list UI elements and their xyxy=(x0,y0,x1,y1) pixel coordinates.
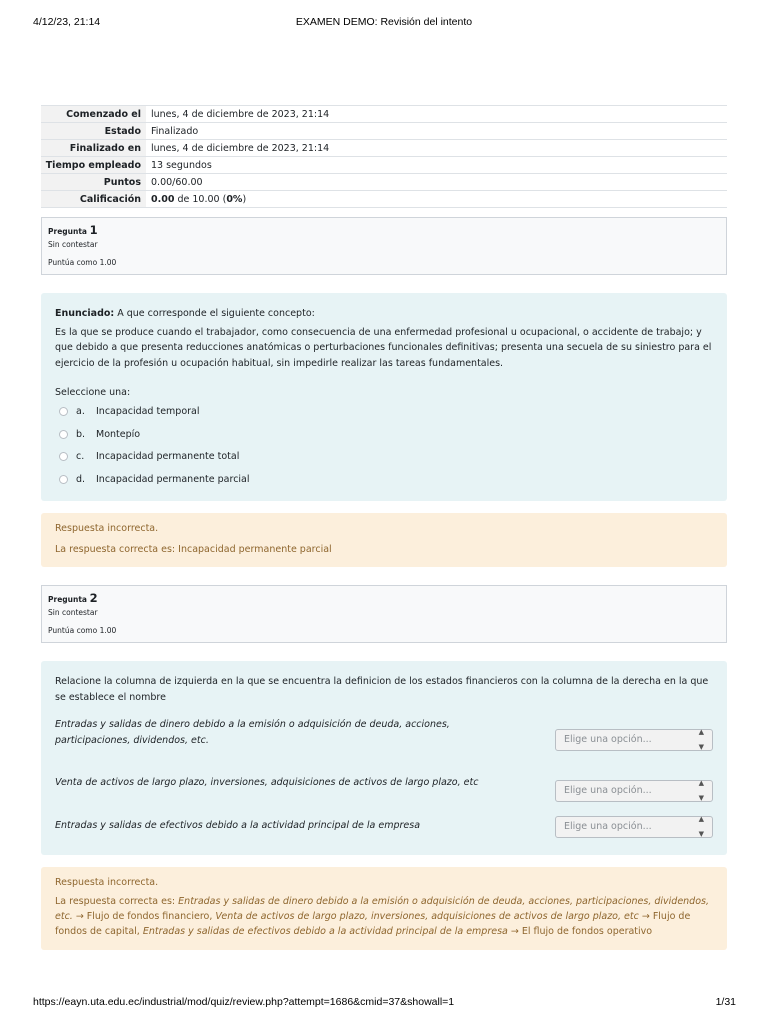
question-1-formulation xyxy=(41,293,727,501)
summary-value: Finalizado xyxy=(151,125,199,137)
answer-option-c[interactable] xyxy=(55,446,713,469)
summary-row xyxy=(41,174,727,191)
match-stem: Entradas y salidas de dinero debido a la emisión o adquisición de deuda, acciones, participaciones, dividendos, etc. xyxy=(55,719,450,746)
option-letter: b. xyxy=(76,428,86,440)
feedback-intro: La respuesta correcta es: xyxy=(55,896,179,907)
feedback-right-answer xyxy=(55,894,713,939)
question-1-info xyxy=(41,217,727,275)
chevron-up-down-icon: ▲ ▼ xyxy=(698,814,704,838)
question-status: Sin contestar xyxy=(48,240,98,249)
grade-score: 0.00 xyxy=(151,193,175,205)
summary-value: 0.00/60.00 xyxy=(151,176,203,188)
print-page-number: 1/31 xyxy=(715,996,736,1008)
summary-label: Finalizado en xyxy=(41,140,146,157)
grade-label: Calificación xyxy=(41,191,146,208)
summary-row xyxy=(41,123,727,140)
option-text: Incapacidad permanente parcial xyxy=(96,473,250,485)
radio-button[interactable] xyxy=(59,452,68,461)
attempt-summary-table xyxy=(41,105,727,208)
print-datetime: 4/12/23, 21:14 xyxy=(33,16,101,28)
question-number: 2 xyxy=(89,591,98,605)
grade-of: de 10.00 ( xyxy=(177,193,227,205)
radio-button[interactable] xyxy=(59,430,68,439)
question-label: Pregunta xyxy=(48,595,87,604)
question-2-feedback xyxy=(41,867,727,950)
answer-options xyxy=(55,401,713,491)
question-1-prompt xyxy=(55,306,713,322)
summary-value: lunes, 4 de diciembre de 2023, 21:14 xyxy=(151,142,330,154)
option-text: Incapacidad temporal xyxy=(96,406,200,417)
chevron-up-down-icon: ▲ ▼ xyxy=(698,778,704,802)
select-placeholder: Elige una opción... xyxy=(564,785,652,797)
answer-stem: Entradas y salidas de dinero debido a la emisión o adquisición de deuda, acciones, participaciones, dividendos, etc. xyxy=(55,896,709,922)
select-placeholder: Elige una opción... xyxy=(564,821,652,833)
summary-value: 13 segundos xyxy=(151,159,212,171)
option-text: Montepío xyxy=(96,428,141,440)
answer-option-d[interactable] xyxy=(55,468,713,491)
match-select-3[interactable] xyxy=(555,816,713,838)
grade-value xyxy=(146,191,727,208)
question-status: Sin contestar xyxy=(48,608,98,617)
summary-value: lunes, 4 de diciembre de 2023, 21:14 xyxy=(151,108,330,120)
question-1-text: Es la que se produce cuando el trabajador, como consecuencia de una enfermedad profesional u ocupacional, o accidente de trabajo; y que debido a que presenta reducciones anatómicas o perturbaciones funcionales definitivas; presenta una secuela de su siniestro para el ejercicio de la profesión u ocupación habitual, sin impedirle realizar las tareas fundamentales. xyxy=(55,326,712,369)
question-label: Pregunta xyxy=(48,227,87,236)
question-1-feedback xyxy=(41,513,727,567)
summary-row xyxy=(41,140,727,157)
match-row-1 xyxy=(55,717,713,775)
select-placeholder: Elige una opción... xyxy=(564,734,652,746)
summary-label: Estado xyxy=(41,123,146,140)
answer-stem: Venta de activos de largo plazo, inversiones, adquisiciones de activos de largo plazo, etc xyxy=(215,911,639,922)
question-2-heading xyxy=(48,591,720,606)
answer-option-a[interactable] xyxy=(55,401,713,424)
feedback-status: Respuesta incorrecta. xyxy=(55,523,159,534)
option-letter: d. xyxy=(76,473,86,485)
option-letter: a. xyxy=(76,406,85,417)
summary-row xyxy=(41,157,727,174)
match-stem: Venta de activos de largo plazo, inversiones, adquisiciones de activos de largo plazo, etc xyxy=(55,777,479,788)
match-select-2[interactable] xyxy=(555,780,713,802)
summary-row xyxy=(41,106,727,123)
question-1-heading xyxy=(48,223,720,238)
question-2-info xyxy=(41,585,727,643)
radio-button[interactable] xyxy=(59,475,68,484)
question-number: 1 xyxy=(89,223,98,237)
match-select-1[interactable] xyxy=(555,729,713,751)
match-stem: Entradas y salidas de efectivos debido a la actividad principal de la empresa xyxy=(55,820,421,831)
grade-close: ) xyxy=(242,193,247,205)
answer-target: → El flujo de fondos operativo xyxy=(507,926,653,937)
chevron-up-down-icon: ▲ ▼ xyxy=(698,727,704,751)
question-2-formulation xyxy=(41,661,727,855)
question-mark: Puntúa como 1.00 xyxy=(48,626,117,635)
summary-label: Tiempo empleado xyxy=(41,157,146,174)
summary-label: Comenzado el xyxy=(41,106,146,123)
grade-percent: 0% xyxy=(226,193,243,205)
answer-stem: Entradas y salidas de efectivos debido a la actividad principal de la empresa xyxy=(142,926,508,937)
feedback-status: Respuesta incorrecta. xyxy=(55,877,159,888)
question-mark: Puntúa como 1.00 xyxy=(48,258,117,267)
prompt-label: Enunciado: xyxy=(55,308,115,319)
feedback-right-answer: La respuesta correcta es: Incapacidad permanente parcial xyxy=(55,544,332,555)
summary-row-grade xyxy=(41,191,727,208)
match-row-2 xyxy=(55,775,713,818)
prompt-text: A que corresponde el siguiente concepto: xyxy=(114,308,315,319)
select-one-label: Seleccione una: xyxy=(55,387,131,398)
answer-target: → Flujo de fondos financiero, xyxy=(72,911,216,922)
match-row-3 xyxy=(55,814,713,848)
radio-button[interactable] xyxy=(59,407,68,416)
answer-option-b[interactable] xyxy=(55,423,713,446)
print-title: EXAMEN DEMO: Revisión del intento xyxy=(295,16,473,28)
option-text: Incapacidad permanente total xyxy=(96,451,240,462)
question-2-text: Relacione la columna de izquierda en la que se encuentra la definicion de los estados financieros con la columna de la derecha en la que se establece el nombre xyxy=(55,676,709,703)
summary-label: Puntos xyxy=(41,174,146,191)
option-letter: c. xyxy=(76,451,85,462)
print-url: https://eayn.uta.edu.ec/industrial/mod/quiz/review.php?attempt=1686&cmid=37&showall=1 xyxy=(33,996,455,1008)
answer-target: → Flujo de fondos de capital, xyxy=(55,911,691,937)
